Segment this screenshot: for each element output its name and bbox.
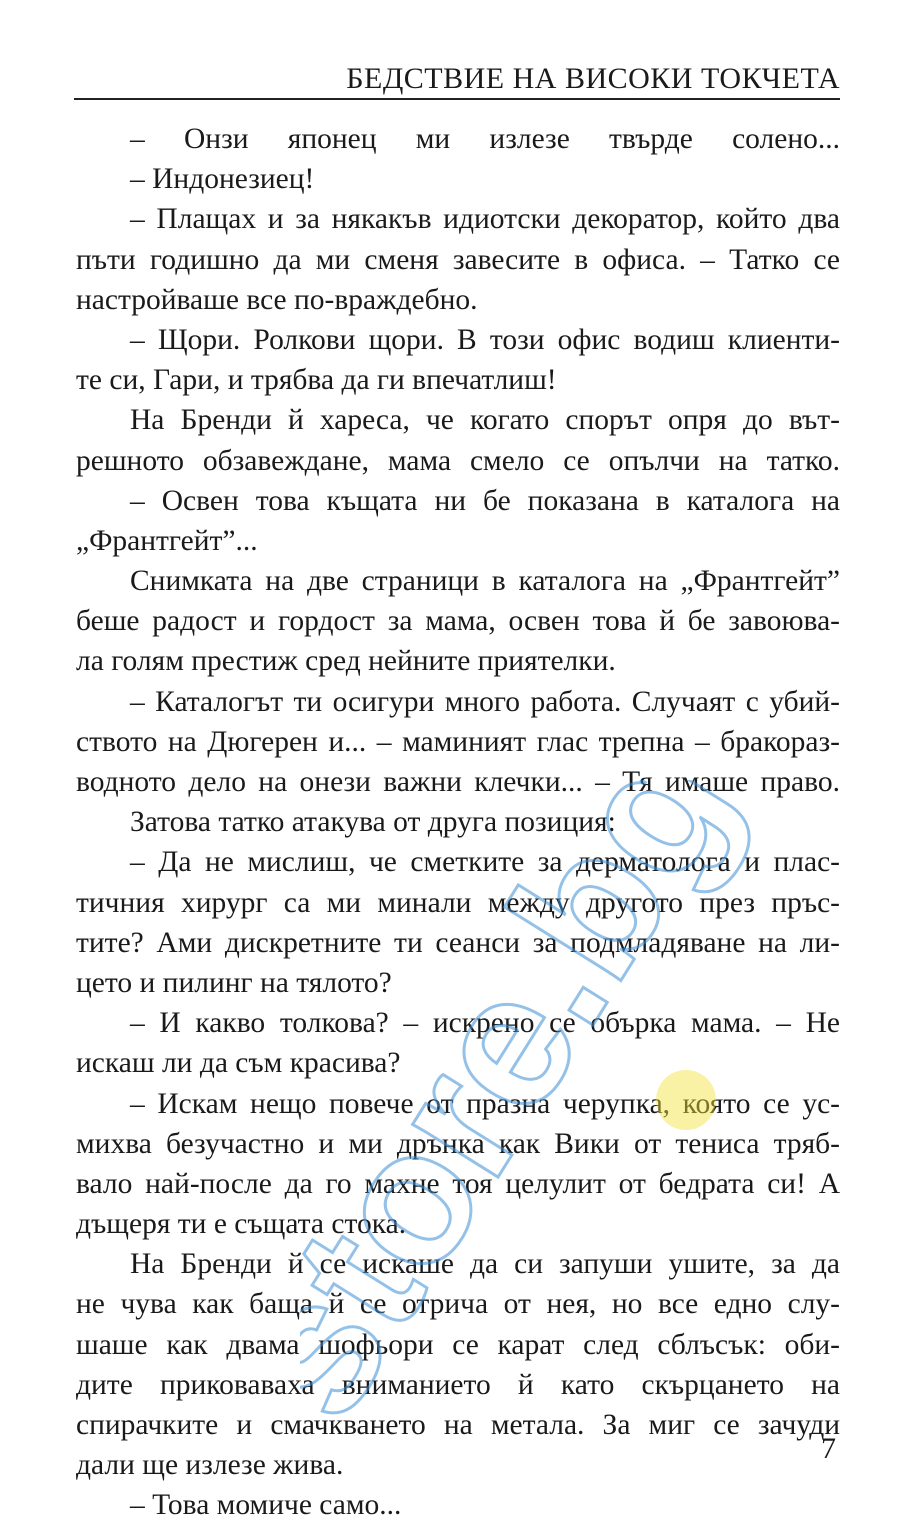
text-line: Затова татко атакува от друга позиция: bbox=[130, 806, 616, 839]
text-line: пъти годишно да ми сменя завесите в офиса. – Татко се bbox=[76, 243, 840, 276]
text-line: – Щори. Ролкови щори. В този офис водиш клиенти- bbox=[130, 323, 840, 356]
text-line: вало най-после да го махне тоя целулит от бедрата си! А bbox=[76, 1167, 840, 1200]
text-line: михва безучастно и ми дрънка как Вики от тениса тряб- bbox=[76, 1127, 840, 1160]
text-line: дите приковаваха вниманието й като скърцането на bbox=[76, 1368, 840, 1401]
text-line: решното обзавеждане, мама смело се опълчи на татко. bbox=[76, 444, 840, 477]
text-line: – Индонезиец! bbox=[130, 163, 315, 196]
running-head bbox=[74, 58, 840, 100]
text-line: тичния хирург са ми минали между другото през пръс- bbox=[76, 886, 840, 919]
text-line: – Да не мислиш, че сметките за дерматолога и плас- bbox=[130, 846, 840, 879]
text-line: – Освен това къщата ни бе показана в каталога на bbox=[130, 484, 840, 517]
running-head-title: БЕДСТВИЕ НА ВИСОКИ ТОКЧЕТА bbox=[346, 62, 840, 95]
text-line: – Плащах и за някакъв идиотски декоратор, който два bbox=[130, 203, 840, 236]
text-line: искаш ли да съм красива? bbox=[76, 1047, 401, 1080]
text-line: настройваше все по-враждебно. bbox=[76, 283, 478, 316]
text-line: – Това момиче само... bbox=[130, 1489, 402, 1522]
body-text bbox=[76, 119, 840, 1526]
text-line: те си, Гари, и трябва да ги впечатлиш! bbox=[76, 364, 557, 397]
text-line: – И какво толкова? – искрено се обърка мама. – Не bbox=[130, 1007, 840, 1040]
watermark-text: store.bg bbox=[300, 780, 772, 1452]
text-line: не чува как баща й се отрича от нея, но все едно слу- bbox=[76, 1288, 840, 1321]
text-line: Снимката на две страници в каталога на „Франтгейт” bbox=[130, 565, 840, 598]
text-line: дали ще излезе жива. bbox=[76, 1449, 344, 1482]
page-number: 7 bbox=[821, 1432, 836, 1465]
text-line: „Франтгейт”... bbox=[76, 524, 258, 557]
text-line: тите? Ами дискретните ти сеанси за подмладяване на ли- bbox=[76, 926, 840, 959]
text-line: – Каталогът ти осигури много работа. Случаят с убий- bbox=[130, 685, 840, 718]
text-line: беше радост и гордост за мама, освен това й бе завоюва- bbox=[76, 605, 840, 638]
text-line: – Онзи японец ми излезе твърде солено... bbox=[130, 123, 840, 155]
text-line: ла голям престиж сред нейните приятелки. bbox=[76, 645, 616, 678]
text-line: шаше как двама шофьори се карат след сблъсък: оби- bbox=[76, 1328, 840, 1361]
text-line: водното дело на онези важни клечки... – Тя имаше право. bbox=[76, 766, 840, 798]
text-line: дъщеря ти е същата стока. bbox=[76, 1208, 407, 1241]
text-line: На Бренди й се искаше да си запуши ушите, за да bbox=[130, 1248, 840, 1281]
text-line: спирачките и смачкването на метала. За миг се зачуди bbox=[76, 1409, 840, 1441]
text-line: ството на Дюгерен и... – маминият глас трепна – бракораз- bbox=[76, 725, 840, 758]
text-line: – Искам нещо повече от празна черупка, която се ус- bbox=[130, 1087, 840, 1120]
text-line: На Бренди й хареса, че когато спорът опря до вът- bbox=[130, 404, 840, 437]
text-line: цето и пилинг на тялото? bbox=[76, 966, 392, 999]
